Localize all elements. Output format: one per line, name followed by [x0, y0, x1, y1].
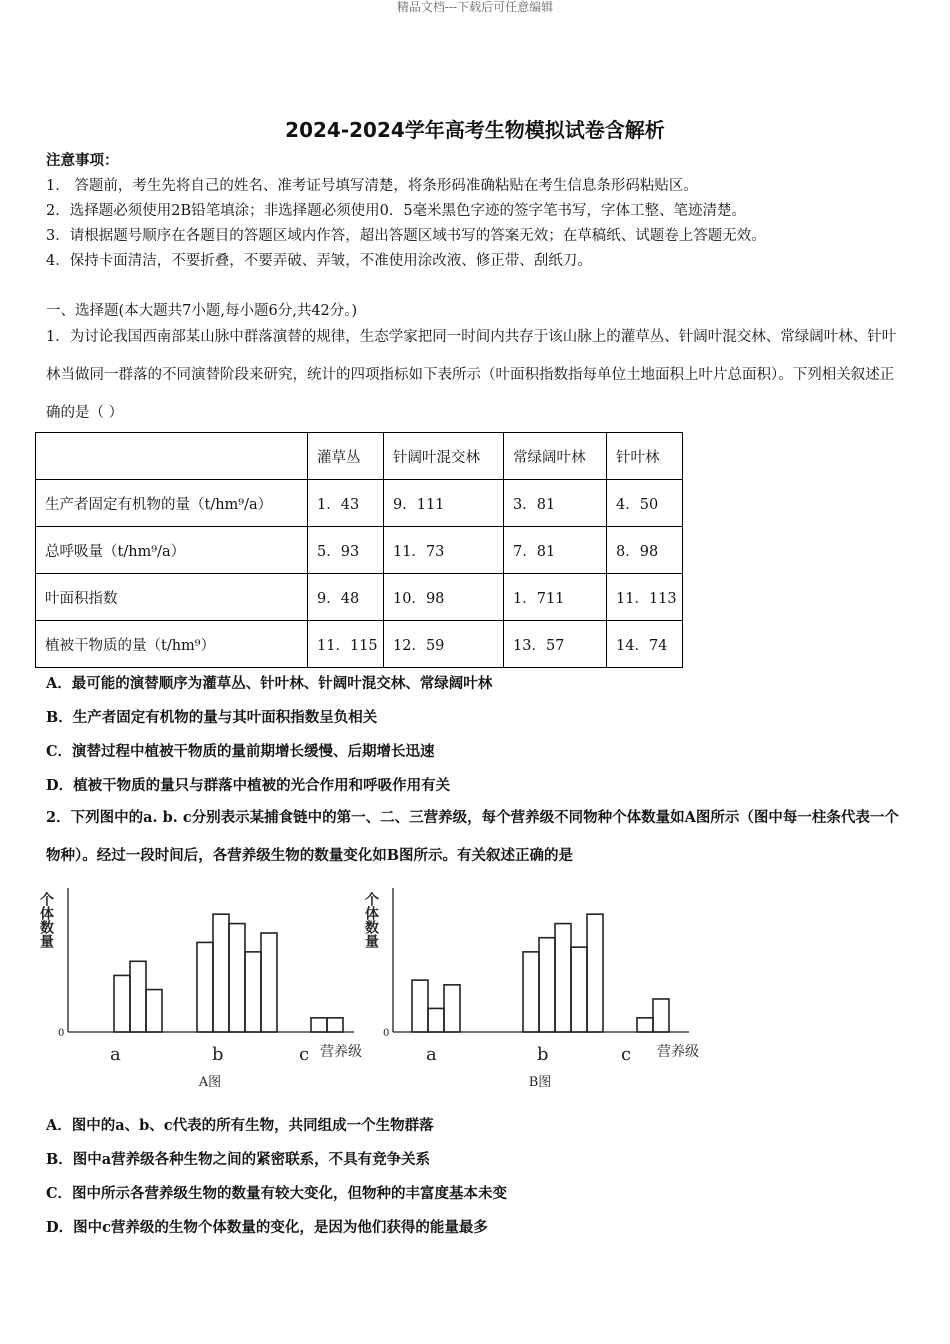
x-tick-label: a: [426, 1044, 437, 1065]
table-cell: 1．711: [504, 574, 607, 621]
page-title: 2024-2024学年高考生物模拟试卷含解析: [285, 118, 665, 142]
question-2-stem: 2．下列图中的a. b. c分别表示某捕食链中的第一、二、三营养级，每个营养级不同物种个体数量如A图所示（图中每一柱条代表一个物种）。经过一段时间后，各营养级生物的数量变化如B图所示。有关叙述正确的是: [46, 809, 899, 864]
chart-bar: [130, 961, 146, 1032]
table-cell: 生产者固定有机物的量（t/hm⁹/a）: [36, 480, 308, 527]
chart-title: A图: [198, 1075, 222, 1090]
table-row: [36, 621, 683, 668]
chart-bar: [555, 924, 571, 1032]
q2-option-b: B．图中a营养级各种生物之间的紧密联系，不具有竞争关系: [46, 1151, 431, 1168]
chart-bar: [428, 1008, 444, 1032]
table-cell: 9．48: [308, 574, 384, 621]
chart-bar: [539, 938, 555, 1032]
section-heading: 一、选择题(本大题共7小题,每小题6分,共42分。): [46, 303, 358, 319]
q1-data-table: [35, 432, 683, 668]
figure-a-chart: [40, 880, 370, 1095]
q2-option-d: D．图中c营养级的生物个体数量的变化，是因为他们获得的能量最多: [46, 1219, 488, 1236]
chart-bar: [311, 1018, 327, 1032]
x-tick-label: a: [110, 1044, 121, 1065]
page-header: 精品文档---下载后可任意编辑: [396, 0, 554, 14]
table-cell: 1．43: [308, 480, 384, 527]
table-cell: 11．115: [308, 621, 384, 668]
q2-option-a: A．图中的a、b、c代表的所有生物，共同组成一个生物群落: [46, 1117, 434, 1134]
chart-title: B图: [528, 1075, 552, 1090]
table-cell: 9．111: [384, 480, 504, 527]
origin-label: 0: [383, 1028, 390, 1039]
chart-bar: [229, 924, 245, 1032]
table-header-cell: [36, 433, 308, 480]
table-cell: 植被干物质的量（t/hm⁹）: [36, 621, 308, 668]
chart-bar: [571, 947, 587, 1032]
note-item-4: 4．保持卡面清洁，不要折叠，不要弄破、弄皱，不准使用涂改液、修正带、刮纸刀。: [46, 253, 592, 269]
chart-bar: [213, 914, 229, 1032]
note-item-2: 2．选择题必须使用2B铅笔填涂；非选择题必须使用0．5毫米黑色字迹的签字笔书写，字体工整、笔迹清楚。: [46, 203, 747, 219]
chart-bar: [146, 990, 162, 1032]
note-item-1: 1． 答题前，考生先将自己的姓名、准考证号填写清楚，将条形码准确粘贴在考生信息条形码粘贴区。: [46, 178, 698, 194]
table-cell: 10．98: [384, 574, 504, 621]
chart-bar: [523, 952, 539, 1032]
x-tick-label: b: [537, 1044, 549, 1065]
table-header-cell: 灌草丛: [308, 433, 384, 480]
table-cell: 3．81: [504, 480, 607, 527]
origin-label: 0: [58, 1028, 65, 1039]
table-cell: 8．98: [607, 527, 683, 574]
table-cell: 7．81: [504, 527, 607, 574]
note-item-3: 3．请根据题号顺序在各题目的答题区域内作答，超出答题区域书写的答案无效；在草稿纸、试题卷上答题无效。: [46, 228, 766, 244]
x-axis-label: 营养级: [657, 1044, 699, 1060]
table-row: [36, 574, 683, 621]
q1-option-d: D．植被干物质的量只与群落中植被的光合作用和呼吸作用有关: [46, 777, 451, 794]
chart-bar: [197, 942, 213, 1032]
x-tick-label: b: [212, 1044, 224, 1065]
q1-option-c: C．演替过程中植被干物质的量前期增长缓慢、后期增长迅速: [46, 743, 435, 760]
table-cell: 总呼吸量（t/hm⁹/a）: [36, 527, 308, 574]
table-cell: 13．57: [504, 621, 607, 668]
table-header-cell: 针叶林: [607, 433, 683, 480]
x-axis-label: 营养级: [320, 1044, 362, 1060]
table-cell: 14．74: [607, 621, 683, 668]
chart-bar: [114, 975, 130, 1032]
x-tick-label: c: [621, 1044, 632, 1065]
y-axis-label: 个体数量: [363, 892, 379, 948]
table-row: [36, 480, 683, 527]
table-header-row: [36, 433, 683, 480]
q1-option-a: A．最可能的演替顺序为灌草丛、针叶林、针阔叶混交林、常绿阔叶林: [46, 675, 493, 692]
chart-bar: [245, 952, 261, 1032]
table-cell: 11．113: [607, 574, 683, 621]
table-row: [36, 527, 683, 574]
chart-bar: [444, 985, 460, 1032]
chart-bar: [412, 980, 428, 1032]
table-header-cell: 针阔叶混交林: [384, 433, 504, 480]
q2-option-c: C．图中所示各营养级生物的数量有较大变化，但物种的丰富度基本未变: [46, 1185, 508, 1202]
table-cell: 11．73: [384, 527, 504, 574]
chart-bar: [637, 1018, 653, 1032]
chart-bar: [261, 933, 277, 1032]
q1-option-b: B．生产者固定有机物的量与其叶面积指数呈负相关: [46, 709, 378, 726]
table-cell: 4．50: [607, 480, 683, 527]
table-header-cell: 常绿阔叶林: [504, 433, 607, 480]
table-cell: 12．59: [384, 621, 504, 668]
chart-bar: [653, 999, 669, 1032]
chart-bar: [587, 914, 603, 1032]
table-cell: 5．93: [308, 527, 384, 574]
figure-b-chart: [365, 880, 715, 1095]
notes-heading: 注意事项：: [46, 152, 119, 169]
question-1-stem: 1．为讨论我国西南部某山脉中群落演替的规律，生态学家把同一时间内共存于该山脉上的灌草丛、针阔叶混交林、常绿阔叶林、针叶林当做同一群落的不同演替阶段来研究，统计的四项指标如下表所示（叶面积指数指每单位土地面积上叶片总面积）。下列相关叙述正确的是（ ）: [46, 329, 897, 421]
chart-bar: [327, 1018, 343, 1032]
table-cell: 叶面积指数: [36, 574, 308, 621]
x-tick-label: c: [299, 1044, 310, 1065]
y-axis-label: 个体数量: [38, 892, 54, 948]
